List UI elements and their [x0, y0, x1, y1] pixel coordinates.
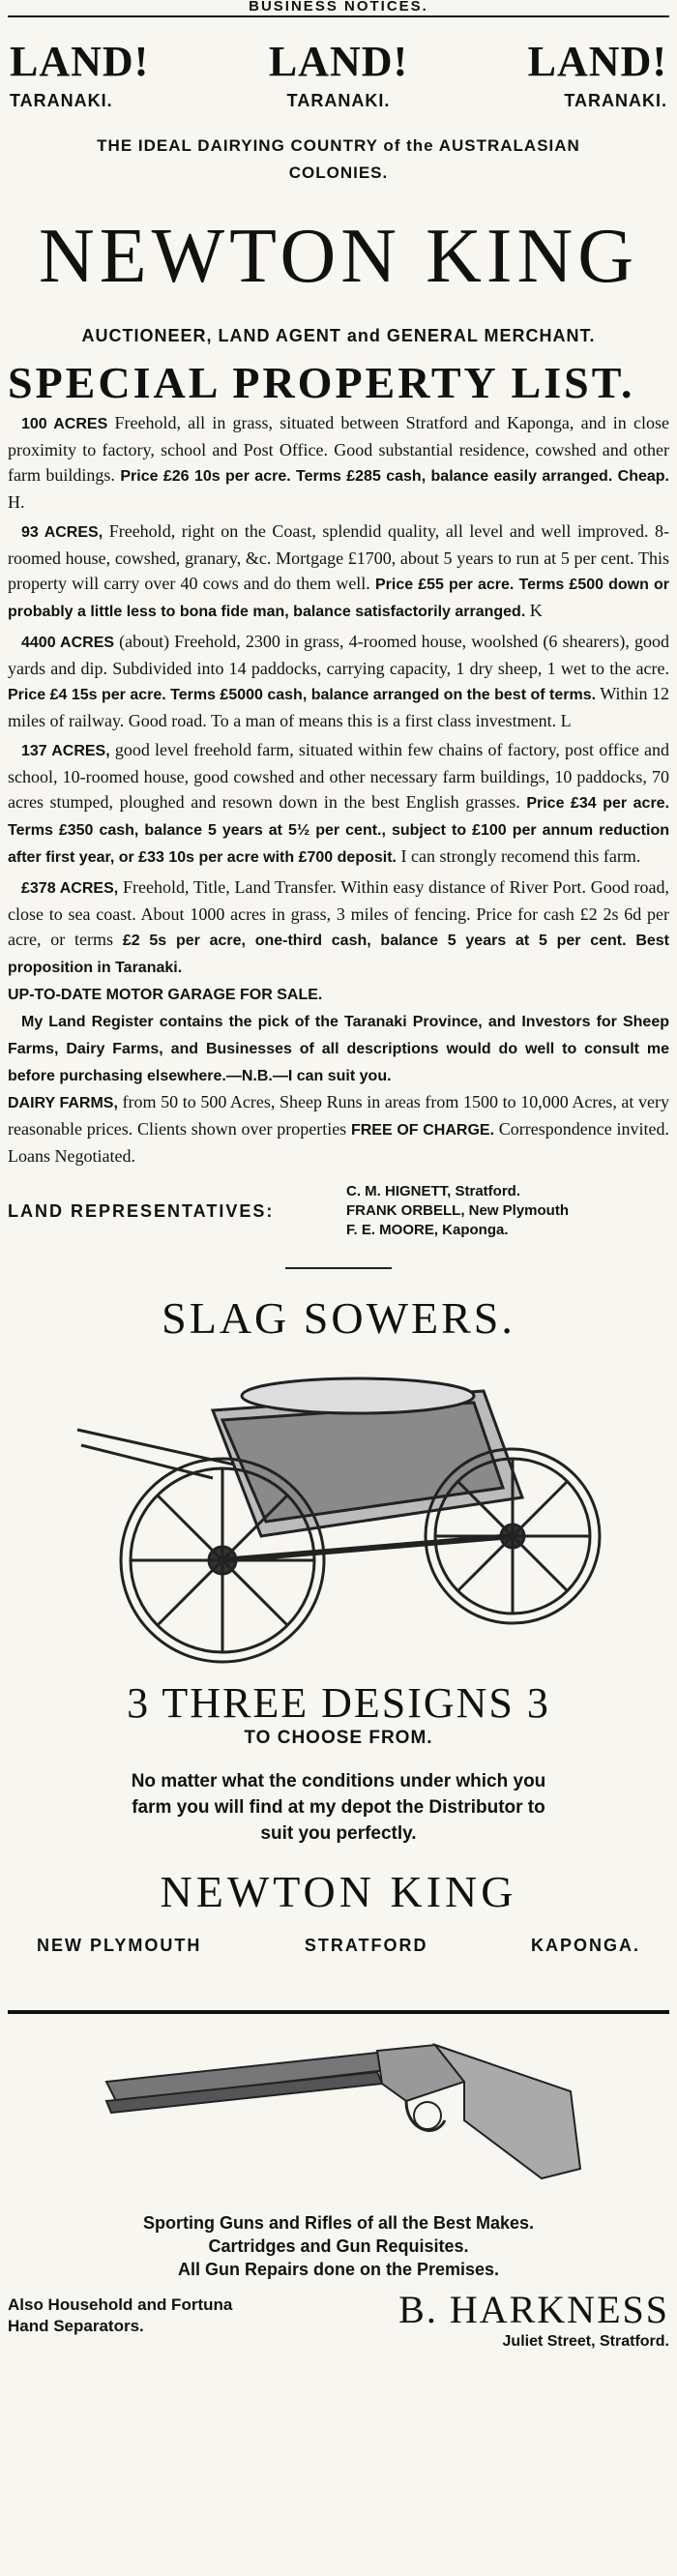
slag-sower-illustration — [68, 1352, 609, 1672]
property-listing — [8, 410, 669, 515]
section-header: BUSINESS NOTICES. — [8, 0, 669, 17]
distributor-note — [8, 1768, 669, 1847]
property-listing — [8, 629, 669, 733]
region-label: TARANAKI. — [564, 91, 667, 110]
land-banner — [8, 17, 669, 111]
gun-notice — [8, 2211, 669, 2281]
region-label: TARANAKI. — [10, 91, 113, 110]
dealer-footer — [8, 2289, 669, 2353]
listing-lead: £378 ACRES, — [21, 880, 119, 897]
listing-tail: Within 12 miles of railway. Good road. To a man of means this is a first class investment. — [8, 684, 669, 730]
tagline — [8, 133, 669, 187]
note-line: Also Household and Fortuna — [8, 2295, 233, 2314]
reps-names — [346, 1182, 569, 1240]
property-listing — [8, 874, 669, 981]
firm-name: NEWTON KING — [38, 214, 639, 299]
shotgun-illustration — [87, 2024, 590, 2198]
note-line: Hand Separators. — [8, 2317, 144, 2335]
branch-towns — [8, 1936, 669, 1956]
listing-terms: Price £26 10s per acre. Terms £285 cash, balance easily arranged. Cheap. — [120, 468, 669, 485]
town-name: NEW PLYMOUTH — [37, 1936, 202, 1955]
firm-name-secondary: NEWTON KING — [160, 1867, 517, 1916]
divider — [8, 2010, 669, 2014]
property-listing — [8, 737, 669, 871]
three-designs: 3 THREE DESIGNS 3 — [127, 1679, 550, 1727]
listing-terms: Price £4 15s per acre. Terms £5000 cash, balance arranged on the best of terms. — [8, 687, 597, 703]
gun-line: Cartridges and Gun Requisites. — [208, 2236, 469, 2256]
listing-terms: £2 5s per acre, one-third cash, balance 5 years at 5 per cent. Best proposition in Taranaki. — [8, 933, 670, 976]
dairy-text: from 50 to 500 Acres, Sheep Runs in areas from 1500 to 10,000 Acres, at very reasonable prices. Clients shown over properties — [8, 1092, 670, 1139]
listing-text: Freehold, Title, Land Transfer. Within easy distance of River Port. Good road, close to sea coast. About 1000 acres in grass, 3 miles of fencing. Price for cash £2 2s 6d per acre, or terms — [8, 877, 669, 949]
listing-lead: 93 ACRES, — [21, 524, 103, 541]
property-listing — [8, 518, 669, 625]
firm-trades: AUCTIONEER, LAND AGENT and GENERAL MERCHANT. — [81, 326, 596, 345]
listing-text: Freehold, right on the Coast, splendid quality, all level and well improved. 8-roomed house, cowshed, granary, &c. Mortgage £1700, about 5 years to run at 5 per cent. This property will carry over 40 cows and do them well. — [8, 521, 669, 593]
garage-heading: UP-TO-DATE MOTOR GARAGE FOR SALE. — [8, 987, 323, 1003]
tagline-line: COLONIES. — [288, 163, 389, 182]
listing-lead: 4400 ACRES — [21, 635, 115, 651]
listing-code: L — [560, 711, 572, 730]
register-text: My Land Register contains the pick of the Taranaki Province, and Investors for Sheep Farms, Dairy Farms, and Businesses of all descriptions would do well to consult me before purchasing elsewhere.—N.B.—I can suit you. — [8, 1014, 669, 1084]
tagline-line: THE IDEAL DAIRYING COUNTRY of the AUSTRALASIAN — [97, 136, 580, 155]
note-line: suit you perfectly. — [260, 1823, 417, 1844]
town-name: STRATFORD — [304, 1936, 428, 1955]
register-notice — [8, 1008, 669, 1089]
town-name: KAPONGA. — [530, 1936, 640, 1955]
dairy-lead: DAIRY FARMS, — [8, 1095, 118, 1111]
dairy-tail: Correspondence invited. Loans Negotiated. — [8, 1119, 669, 1166]
note-line: farm you will find at my depot the Distributor to — [132, 1797, 545, 1818]
dealer-name: B. HARKNESS — [398, 2288, 669, 2331]
listing-tail: I can strongly recomend this farm. — [396, 846, 641, 866]
gun-line: Sporting Guns and Rifles of all the Best Makes. — [142, 2213, 535, 2233]
note-line: No matter what the conditions under which you — [131, 1771, 546, 1791]
dealer-block — [398, 2289, 669, 2353]
rep-name: FRANK ORBELL, New Plymouth — [346, 1202, 570, 1219]
gun-line: All Gun Repairs done on the Premises. — [177, 2260, 500, 2279]
region-label: TARANAKI. — [286, 91, 391, 110]
dairy-notice — [8, 1089, 669, 1169]
listing-code: H. — [8, 492, 25, 512]
land-column — [464, 39, 667, 111]
land-heading: LAND! — [10, 38, 150, 85]
rep-name: F. E. MOORE, Kaponga. — [346, 1222, 509, 1238]
listing-terms: Price £34 per acre. Terms £350 cash, balance 5 years at 5½ per cent., subject to £100 per annum reduction after first year, or £33 10s per acre with £700 deposit. — [8, 795, 670, 866]
list-title: SPECIAL PROPERTY LIST. — [8, 358, 635, 407]
reps-label: LAND REPRESENTATIVES: — [8, 1200, 275, 1221]
dealer-address: Juliet Street, Stratford. — [502, 2333, 669, 2350]
land-column — [10, 39, 213, 111]
land-heading: LAND! — [268, 38, 409, 85]
listing-text: (about) Freehold, 2300 in grass, 4-roomed house, woolshed (6 shearers), good yards and dip. Subdivided into 14 paddocks, carrying capacity, 1 dry sheep, 1 wet to the acre. — [8, 632, 670, 678]
garage-notice — [8, 981, 669, 1008]
land-column — [237, 39, 440, 111]
divider — [285, 1267, 392, 1269]
rep-name: C. M. HIGNETT, Stratford. — [346, 1183, 520, 1199]
listing-text: good level freehold farm, situated within few chains of factory, post office and school, 10-roomed house, good cowshed and other necessary farm buildings, 10 paddocks, 70 acres stumped, ploughed and resown down in the best English grasses. — [8, 740, 669, 812]
free-of-charge: FREE OF CHARGE. — [350, 1122, 495, 1139]
listing-lead: 137 ACRES, — [21, 743, 110, 759]
choose-from: TO CHOOSE FROM. — [244, 1728, 433, 1748]
separators-note — [8, 2295, 232, 2337]
listing-terms: Price £55 per acre. Terms £500 down or probably a little less to bona fide man, balance satisfactorily arranged. — [8, 577, 669, 620]
listing-text: Freehold, all in grass, situated between Stratford and Kaponga, and in close proximity to factory, school and Post Office. Good substantial residence, cowshed and other farm buildings. — [8, 413, 669, 485]
land-heading: LAND! — [527, 38, 667, 85]
listing-code: K — [529, 601, 543, 620]
land-representatives — [8, 1182, 669, 1240]
slag-title: SLAG SOWERS. — [162, 1293, 515, 1343]
listing-lead: 100 ACRES — [21, 416, 108, 432]
